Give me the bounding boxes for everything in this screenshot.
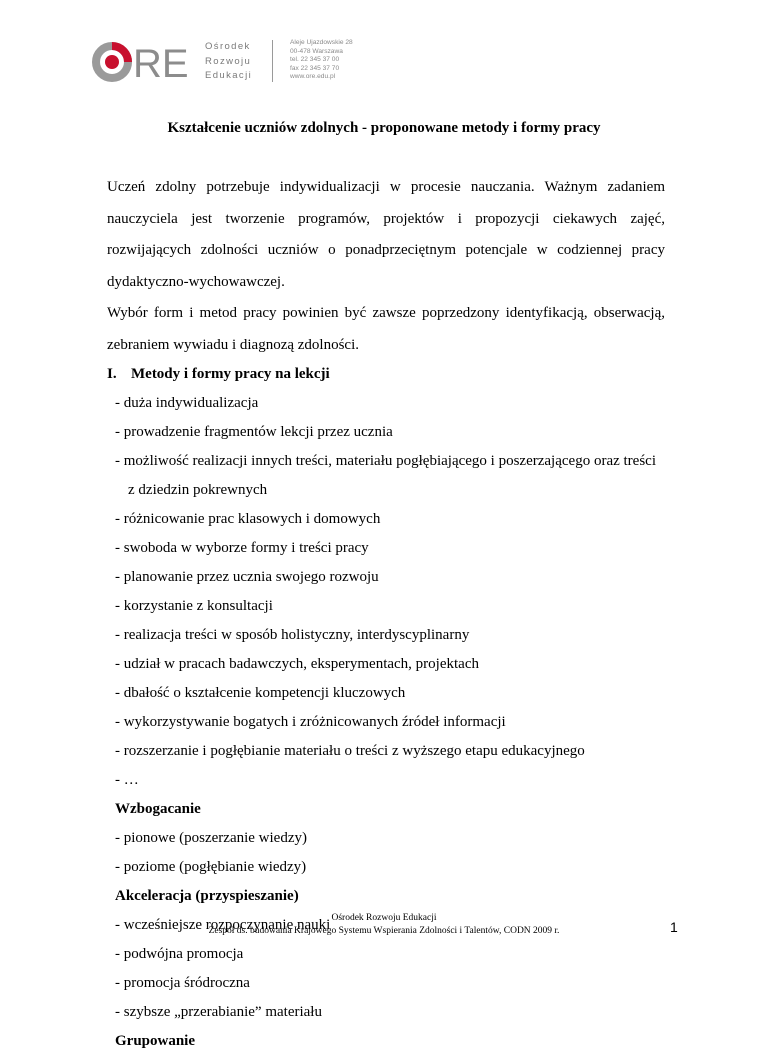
subheading-grupowanie: Grupowanie: [115, 1033, 196, 1049]
list-item: - rozszerzanie i pogłębianie materiału o treści z wyższego etapu edukacyjnego: [115, 743, 585, 759]
list-item: - wykorzystywanie bogatych i zróżnicowanych źródeł informacji: [115, 714, 506, 730]
section-number: I.: [107, 366, 117, 382]
list-item: - promocja śródroczna: [115, 975, 250, 991]
subheading-wzbogacanie: Wzbogacanie: [115, 801, 201, 817]
page-footer: [0, 912, 768, 938]
list-item: - …: [115, 772, 139, 788]
list-item: - planowanie przez ucznia swojego rozwoju: [115, 569, 379, 585]
list-item: - różnicowanie prac klasowych i domowych: [115, 511, 381, 527]
list-item: - realizacja treści w sposób holistyczny, interdyscyplinarny: [115, 627, 470, 643]
intro-paragraph: [107, 172, 665, 298]
list-item: - prowadzenie fragmentów lekcji przez ucznia: [115, 424, 393, 440]
list-item: - pionowe (poszerzanie wiedzy): [115, 830, 307, 846]
footer-org: Ośrodek Rozwoju Edukacji: [331, 913, 437, 923]
intro-line: rozwijających zdolności uczniów o ponadprzeciętnym potencjale w codziennej pracy: [107, 242, 665, 258]
org-line-3: Edukacji: [205, 70, 253, 81]
address-line-3: tel. 22 345 37 00: [290, 56, 340, 64]
logo-text: RE: [133, 42, 189, 84]
page-number: 1: [670, 919, 678, 935]
second-line: zebraniem wywiadu i diagnozą zdolności.: [107, 336, 359, 353]
address-line-5: www.ore.edu.pl: [290, 73, 336, 81]
list-item: - swoboda w wyborze formy i treści pracy: [115, 540, 369, 556]
ore-logo: [92, 38, 392, 86]
org-line-1: Ośrodek: [205, 41, 251, 52]
section-title: Metody i formy pracy na lekcji: [131, 366, 330, 382]
footer-team: Zespół ds. budowania Krajowego Systemu Wspierania Zdolności i Talentów, CODN 2009 r.: [208, 926, 560, 936]
subheading-akceleracja: Akceleracja (przyspieszanie): [115, 888, 299, 904]
org-name: [205, 40, 252, 84]
org-address: [290, 39, 353, 82]
org-line-2: Rozwoju: [205, 55, 252, 67]
list-item: - podwójna promocja: [115, 946, 244, 962]
list-item: - duża indywidualizacja: [115, 395, 259, 411]
address-line-2: 00-478 Warszawa: [290, 47, 343, 55]
section-methods: [107, 360, 667, 1056]
methods-list: [115, 389, 667, 1056]
list-item: - udział w pracach badawczych, eksperymentach, projektach: [115, 656, 479, 672]
list-item: - szybsze „przerabianie” materiału: [115, 1004, 322, 1020]
intro-line: Uczeń zdolny potrzebuje indywidualizacji w procesie nauczania. Ważnym zadaniem: [107, 179, 665, 195]
ore-logo-mark: [92, 42, 200, 84]
intro-line: dydaktyczno-wychowawczej.: [107, 273, 285, 290]
second-line: Wybór form i metod pracy powinien być zawsze poprzedzony identyfikacją, obserwacją,: [107, 305, 665, 321]
list-item: - dbałość o kształcenie kompetencji kluczowych: [115, 685, 406, 701]
list-item: - poziome (pogłębianie wiedzy): [115, 859, 307, 875]
list-item: - korzystanie z konsultacji: [115, 598, 273, 614]
list-item: - wcześniejsze rozpoczynanie nauki: [115, 917, 331, 933]
address-line-4: fax 22 345 37 70: [290, 64, 340, 72]
document-title: Kształcenie uczniów zdolnych - proponowane metody i formy pracy: [167, 120, 601, 136]
intro-line: nauczyciela jest tworzenie programów, projektów i propozycji ciekawych zajęć,: [107, 210, 665, 227]
section-heading: [107, 360, 667, 389]
list-item: z dziedzin pokrewnych: [128, 482, 268, 498]
header-divider: [272, 40, 273, 82]
list-item: - możliwość realizacji innych treści, materiału pogłębiającego i poszerzającego oraz treści: [115, 453, 656, 469]
second-paragraph: [107, 298, 665, 361]
address-line-1: Aleje Ujazdowskie 28: [290, 39, 353, 46]
